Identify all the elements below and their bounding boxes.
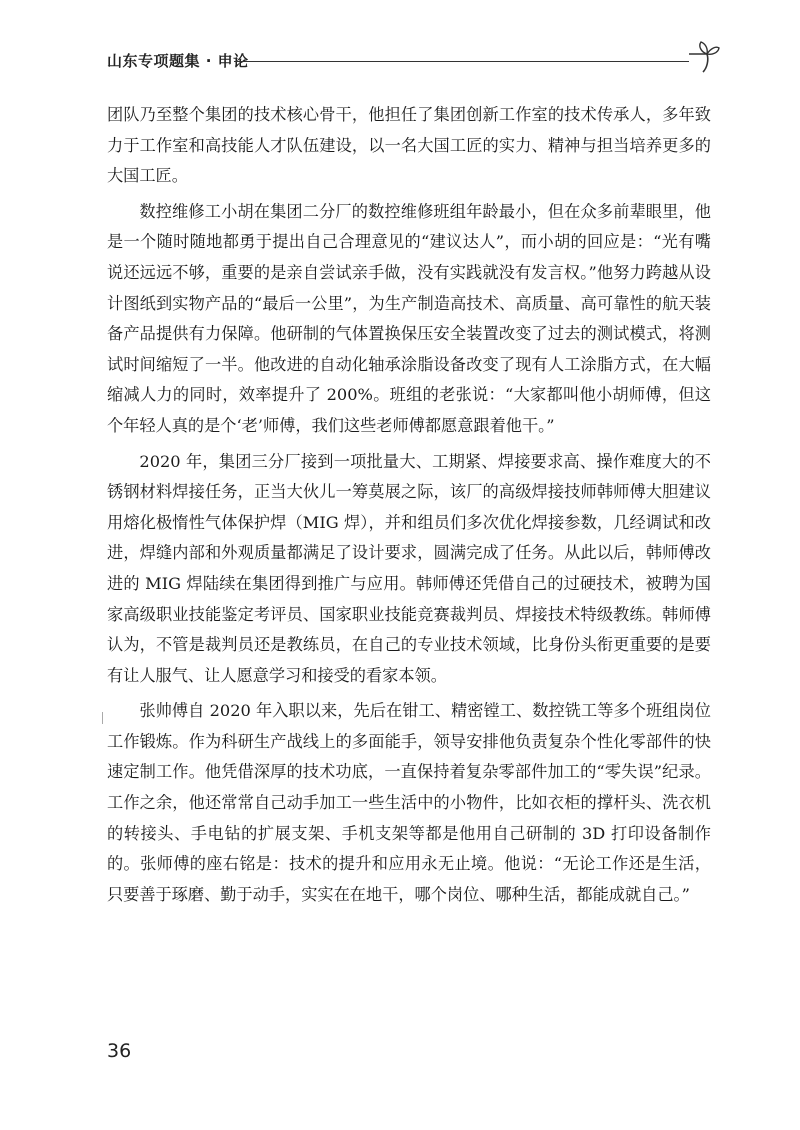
paragraph-3: 2020 年，集团三分厂接到一项批量大、工期紧、焊接要求高、操作难度大的不锈钢材料焊接任务，正当大伙儿一筹莫展之际，该厂的高级焊接技师韩师傅大胆建议用熔化极惰性气体保护焊（MIG 焊），并和组员们多次优化焊接参数，几经调试和改进，焊缝内部和外观质量都满足了设计要求，圆满完成了任务。从此以后，韩师傅改进的 MIG 焊陆续在集团得到推广与应用。韩师傅还凭借自己的过硬技术，被聘为国家高级职业技能鉴定考评员、国家职业技能竞赛裁判员、焊接技术特级教练。韩师傅认为，不管是裁判员还是教练员，在自己的专业技术领域，比身份头衔更重要的是要有让人服气、让人愿意学习和接受的看家本领。 (107, 451, 711, 685)
paragraph-4: 张帅傅自 2020 年入职以来，先后在钳工、精密镗工、数控铣工等多个班组岗位工作锻炼。作为科研生产战线上的多面能手，领导安排他负责复杂个性化零部件的快速定制工作。他凭借深厚的技术功底，一直保持着复杂零部件加工的“零失误”纪录。工作之余，他还常常自己动手加工一些生活中的小物件，比如衣柜的撑杆头、洗衣机的转接头、手电钻的扩展支架、手机支架等都是他用自己研制的 3D 打印设备制作的。张师傅的座右铭是：技术的提升和应用永无止境。他说：“无论工作还是生活，只要善于琢磨、勤于动手，实实在在地干，哪个岗位、哪种生活，都能成就自己。” (107, 701, 711, 904)
paragraph-2: 数控维修工小胡在集团二分厂的数控维修班组年龄最小，但在众多前辈眼里，他是一个随时随地都勇于提出自己合理意见的“建议达人”，而小胡的回应是：“光有嘴说还远远不够，重要的是亲自尝试亲手做，没有实践就没有发言权。”他努力跨越从设计图纸到实物产品的“最后一公里”，为生产制造高技术、高质量、高可靠性的航天装备产品提供有力保障。他研制的气体置换保压安全装置改变了过去的测试模式，将测试时间缩短了一半。他改进的自动化轴承涂脂设备改变了现有人工涂脂方式，在大幅缩减人力的同时，效率提升了 200%。班组的老张说：“大家都叫他小胡师傅，但这个年轻人真的是个‘老’师傅，我们这些老师傅都愿意跟着他干。” (107, 201, 711, 435)
sprout-icon (685, 40, 721, 74)
margin-mark (102, 712, 103, 724)
paragraph-1: 团队乃至整个集团的技术核心骨干，他担任了集团创新工作室的技术传承人，多年致力于工作室和高技能人才队伍建设，以一名大国工匠的实力、精神与担当培养更多的大国工匠。 (107, 105, 711, 186)
header-rule (234, 61, 689, 62)
header-title: 山东专项题集 · 申论 (107, 52, 249, 70)
running-header (107, 44, 717, 74)
page-number: 36 (107, 1040, 132, 1062)
body-text (107, 100, 711, 910)
